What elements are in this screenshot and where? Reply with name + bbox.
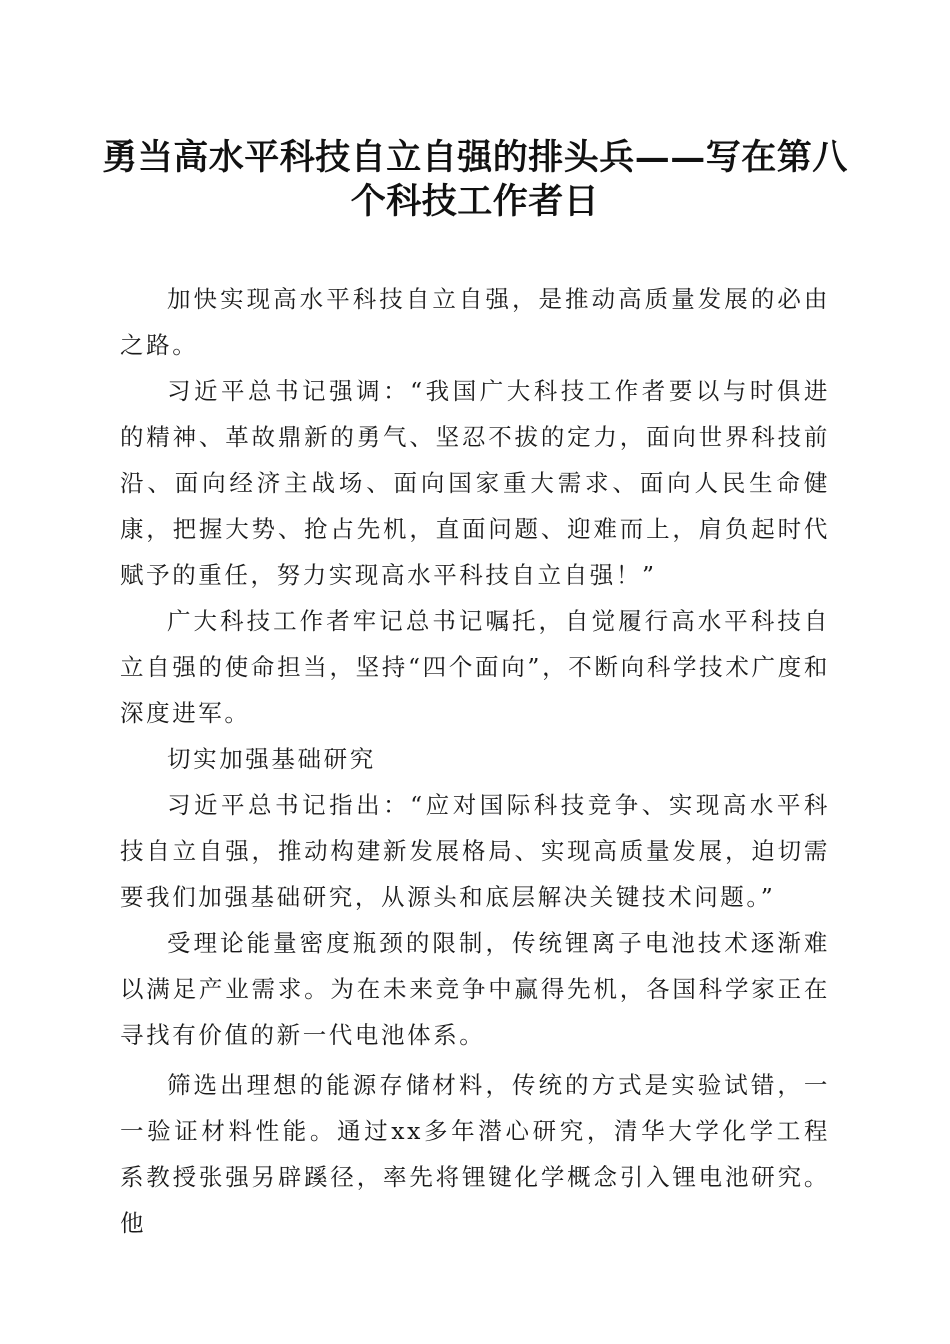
- paragraph: 加快实现高水平科技自立自强，是推动高质量发展的必由之路。: [120, 285, 830, 359]
- paragraph: 筛选出理想的能源存储材料，传统的方式是实验试错，一一验证材料性能。通过xx多年潜心研究，清华大学化学工程系教授张强另辟蹊径，率先将锂键化学概念引入锂电池研究。他: [120, 1071, 830, 1237]
- paragraph: 习近平总书记强调：“我国广大科技工作者要以与时俱进的精神、革故鼎新的勇气、坚忍不拔的定力，面向世界科技前沿、面向经济主战场、面向国家重大需求、面向人民生命健康，把握大势、抢占先机，直面问题、迎难而上，肩负起时代赋予的重任，努力实现高水平科技自立自强！”: [120, 377, 830, 589]
- document-body: [120, 276, 830, 1246]
- document-title: 勇当高水平科技自立自强的排头兵——写在第八个科技工作者日: [102, 137, 848, 222]
- paragraph: 广大科技工作者牢记总书记嘱托，自觉履行高水平科技自立自强的使命担当，坚持“四个面向”，不断向科学技术广度和深度进军。: [120, 607, 830, 727]
- paragraph: 习近平总书记指出：“应对国际科技竞争、实现高水平科技自立自强，推动构建新发展格局、实现高质量发展，迫切需要我们加强基础研究，从源头和底层解决关键技术问题。”: [120, 791, 830, 911]
- section-heading: 切实加强基础研究: [167, 745, 376, 773]
- paragraph: 受理论能量密度瓶颈的限制，传统锂离子电池技术逐渐难以满足产业需求。为在未来竞争中赢得先机，各国科学家正在寻找有价值的新一代电池体系。: [120, 929, 830, 1049]
